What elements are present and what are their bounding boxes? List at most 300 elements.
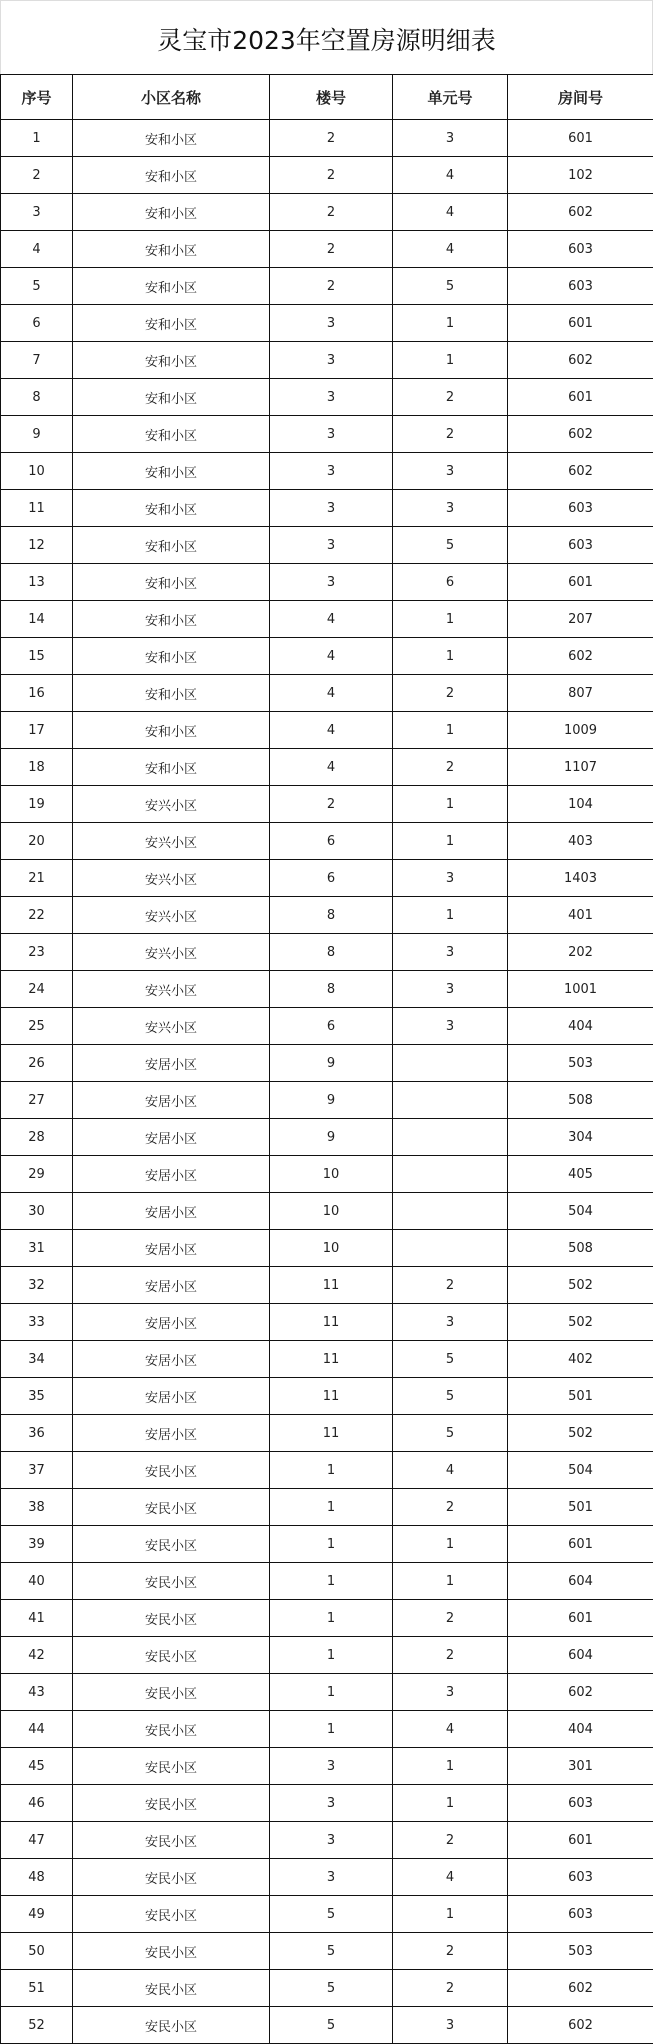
cell-community: 安兴小区 [73, 934, 270, 971]
table-row [1, 638, 653, 675]
cell-building: 1 [270, 1489, 393, 1526]
cell-unit: 1 [393, 897, 508, 934]
cell-index: 22 [1, 897, 73, 934]
cell-room: 402 [508, 1341, 653, 1378]
table-row [1, 416, 653, 453]
table-row [1, 1933, 653, 1970]
cell-index: 11 [1, 490, 73, 527]
cell-room: 602 [508, 453, 653, 490]
table-row [1, 1045, 653, 1082]
cell-community: 安兴小区 [73, 786, 270, 823]
cell-index: 50 [1, 1933, 73, 1970]
cell-room: 508 [508, 1082, 653, 1119]
cell-room: 503 [508, 1933, 653, 1970]
cell-unit: 2 [393, 1489, 508, 1526]
cell-unit: 2 [393, 1637, 508, 1674]
cell-index: 16 [1, 675, 73, 712]
table-row [1, 527, 653, 564]
cell-index: 49 [1, 1896, 73, 1933]
cell-community: 安民小区 [73, 1896, 270, 1933]
cell-building: 1 [270, 1637, 393, 1674]
cell-community: 安民小区 [73, 1785, 270, 1822]
cell-room: 405 [508, 1156, 653, 1193]
table-row [1, 971, 653, 1008]
cell-index: 4 [1, 231, 73, 268]
cell-room: 504 [508, 1452, 653, 1489]
cell-building: 5 [270, 1933, 393, 1970]
cell-unit: 3 [393, 453, 508, 490]
cell-index: 1 [1, 120, 73, 157]
cell-room: 601 [508, 1526, 653, 1563]
cell-community: 安和小区 [73, 490, 270, 527]
cell-room: 104 [508, 786, 653, 823]
cell-unit: 5 [393, 527, 508, 564]
cell-index: 24 [1, 971, 73, 1008]
cell-building: 3 [270, 305, 393, 342]
cell-room: 602 [508, 638, 653, 675]
cell-unit: 2 [393, 1970, 508, 2007]
table-row [1, 1008, 653, 1045]
cell-index: 48 [1, 1859, 73, 1896]
table-row [1, 490, 653, 527]
cell-community: 安兴小区 [73, 971, 270, 1008]
table-row [1, 1193, 653, 1230]
cell-building: 3 [270, 1822, 393, 1859]
cell-community: 安和小区 [73, 601, 270, 638]
cell-community: 安民小区 [73, 2007, 270, 2044]
table-row [1, 342, 653, 379]
cell-room: 404 [508, 1008, 653, 1045]
cell-unit: 1 [393, 1896, 508, 1933]
cell-community: 安民小区 [73, 1859, 270, 1896]
cell-room: 503 [508, 1045, 653, 1082]
cell-unit: 1 [393, 638, 508, 675]
cell-room: 502 [508, 1267, 653, 1304]
cell-community: 安兴小区 [73, 897, 270, 934]
cell-unit [393, 1193, 508, 1230]
cell-community: 安居小区 [73, 1378, 270, 1415]
table-row [1, 934, 653, 971]
cell-community: 安民小区 [73, 1563, 270, 1600]
cell-unit: 3 [393, 1674, 508, 1711]
cell-unit: 5 [393, 1341, 508, 1378]
cell-index: 23 [1, 934, 73, 971]
cell-community: 安和小区 [73, 231, 270, 268]
header-row [1, 75, 653, 120]
cell-unit: 3 [393, 971, 508, 1008]
table-row [1, 1489, 653, 1526]
cell-community: 安和小区 [73, 712, 270, 749]
table-row [1, 675, 653, 712]
cell-unit: 5 [393, 1415, 508, 1452]
table-row [1, 1748, 653, 1785]
cell-index: 40 [1, 1563, 73, 1600]
cell-room: 602 [508, 416, 653, 453]
cell-building: 4 [270, 638, 393, 675]
cell-unit: 1 [393, 786, 508, 823]
cell-room: 401 [508, 897, 653, 934]
cell-unit [393, 1230, 508, 1267]
cell-room: 601 [508, 1822, 653, 1859]
cell-index: 26 [1, 1045, 73, 1082]
cell-community: 安居小区 [73, 1119, 270, 1156]
table-row [1, 157, 653, 194]
table-row [1, 305, 653, 342]
table-row [1, 120, 653, 157]
cell-index: 3 [1, 194, 73, 231]
cell-building: 6 [270, 823, 393, 860]
cell-room: 603 [508, 1859, 653, 1896]
cell-room: 501 [508, 1489, 653, 1526]
cell-index: 35 [1, 1378, 73, 1415]
cell-room: 807 [508, 675, 653, 712]
cell-building: 9 [270, 1045, 393, 1082]
table-row [1, 1674, 653, 1711]
cell-community: 安民小区 [73, 1637, 270, 1674]
cell-room: 504 [508, 1193, 653, 1230]
cell-unit: 1 [393, 712, 508, 749]
cell-index: 30 [1, 1193, 73, 1230]
cell-building: 3 [270, 453, 393, 490]
cell-community: 安和小区 [73, 675, 270, 712]
cell-index: 20 [1, 823, 73, 860]
cell-room: 301 [508, 1748, 653, 1785]
cell-building: 10 [270, 1193, 393, 1230]
cell-building: 10 [270, 1230, 393, 1267]
cell-community: 安民小区 [73, 1711, 270, 1748]
cell-community: 安和小区 [73, 453, 270, 490]
cell-index: 6 [1, 305, 73, 342]
cell-community: 安和小区 [73, 342, 270, 379]
cell-community: 安居小区 [73, 1193, 270, 1230]
table-row [1, 860, 653, 897]
cell-room: 502 [508, 1304, 653, 1341]
table-row [1, 1563, 653, 1600]
cell-room: 403 [508, 823, 653, 860]
cell-community: 安兴小区 [73, 860, 270, 897]
cell-community: 安和小区 [73, 527, 270, 564]
table-row [1, 564, 653, 601]
cell-community: 安民小区 [73, 1600, 270, 1637]
table-row [1, 1267, 653, 1304]
vacant-housing-table [0, 74, 653, 2044]
cell-building: 10 [270, 1156, 393, 1193]
cell-room: 602 [508, 194, 653, 231]
cell-community: 安和小区 [73, 268, 270, 305]
table-row [1, 1970, 653, 2007]
cell-building: 4 [270, 675, 393, 712]
table-row [1, 379, 653, 416]
cell-unit: 3 [393, 934, 508, 971]
table-row [1, 1896, 653, 1933]
cell-building: 5 [270, 1896, 393, 1933]
cell-building: 6 [270, 860, 393, 897]
cell-building: 6 [270, 1008, 393, 1045]
cell-index: 38 [1, 1489, 73, 1526]
cell-building: 3 [270, 1859, 393, 1896]
cell-community: 安居小区 [73, 1415, 270, 1452]
cell-room: 1403 [508, 860, 653, 897]
cell-community: 安和小区 [73, 157, 270, 194]
cell-community: 安和小区 [73, 305, 270, 342]
cell-room: 502 [508, 1415, 653, 1452]
cell-building: 3 [270, 1785, 393, 1822]
table-row [1, 1341, 653, 1378]
table-row [1, 1452, 653, 1489]
table-row [1, 1230, 653, 1267]
cell-unit: 2 [393, 1933, 508, 1970]
cell-unit: 6 [393, 564, 508, 601]
cell-room: 602 [508, 342, 653, 379]
table-row [1, 712, 653, 749]
cell-unit [393, 1082, 508, 1119]
cell-unit: 1 [393, 1785, 508, 1822]
cell-index: 19 [1, 786, 73, 823]
cell-building: 1 [270, 1711, 393, 1748]
cell-index: 15 [1, 638, 73, 675]
cell-building: 2 [270, 120, 393, 157]
cell-unit: 3 [393, 2007, 508, 2044]
table-row [1, 1822, 653, 1859]
cell-community: 安民小区 [73, 1970, 270, 2007]
table-row [1, 1526, 653, 1563]
cell-community: 安兴小区 [73, 823, 270, 860]
table-row [1, 1119, 653, 1156]
cell-building: 11 [270, 1341, 393, 1378]
cell-index: 10 [1, 453, 73, 490]
cell-unit: 5 [393, 1378, 508, 1415]
table-row [1, 1600, 653, 1637]
cell-community: 安和小区 [73, 120, 270, 157]
cell-building: 11 [270, 1415, 393, 1452]
cell-index: 18 [1, 749, 73, 786]
cell-index: 41 [1, 1600, 73, 1637]
cell-index: 5 [1, 268, 73, 305]
table-row [1, 601, 653, 638]
cell-room: 1107 [508, 749, 653, 786]
cell-room: 604 [508, 1563, 653, 1600]
cell-building: 2 [270, 231, 393, 268]
cell-room: 603 [508, 1785, 653, 1822]
cell-building: 1 [270, 1563, 393, 1600]
cell-community: 安居小区 [73, 1230, 270, 1267]
cell-room: 603 [508, 490, 653, 527]
cell-index: 13 [1, 564, 73, 601]
table-row [1, 786, 653, 823]
cell-index: 37 [1, 1452, 73, 1489]
cell-building: 5 [270, 2007, 393, 2044]
cell-building: 3 [270, 564, 393, 601]
cell-building: 2 [270, 268, 393, 305]
cell-building: 3 [270, 527, 393, 564]
table-row [1, 1304, 653, 1341]
cell-building: 1 [270, 1600, 393, 1637]
cell-unit: 2 [393, 675, 508, 712]
cell-building: 8 [270, 971, 393, 1008]
cell-index: 43 [1, 1674, 73, 1711]
page-title: 灵宝市2023年空置房源明细表 [0, 0, 653, 74]
table-row [1, 1637, 653, 1674]
cell-unit: 2 [393, 1267, 508, 1304]
cell-room: 604 [508, 1637, 653, 1674]
cell-unit: 1 [393, 1526, 508, 1563]
cell-unit [393, 1156, 508, 1193]
cell-room: 603 [508, 527, 653, 564]
cell-room: 601 [508, 1600, 653, 1637]
table-row [1, 2007, 653, 2044]
cell-index: 17 [1, 712, 73, 749]
cell-unit: 1 [393, 601, 508, 638]
cell-index: 39 [1, 1526, 73, 1563]
cell-community: 安民小区 [73, 1933, 270, 1970]
table-row [1, 1859, 653, 1896]
cell-community: 安居小区 [73, 1082, 270, 1119]
cell-index: 2 [1, 157, 73, 194]
cell-building: 3 [270, 416, 393, 453]
cell-unit: 3 [393, 860, 508, 897]
cell-room: 202 [508, 934, 653, 971]
table-row [1, 1415, 653, 1452]
table-row [1, 231, 653, 268]
cell-building: 11 [270, 1378, 393, 1415]
cell-unit: 1 [393, 342, 508, 379]
cell-room: 304 [508, 1119, 653, 1156]
header-community: 小区名称 [73, 75, 270, 120]
cell-index: 9 [1, 416, 73, 453]
cell-unit: 1 [393, 305, 508, 342]
cell-building: 2 [270, 786, 393, 823]
cell-unit: 2 [393, 749, 508, 786]
cell-room: 404 [508, 1711, 653, 1748]
cell-building: 3 [270, 342, 393, 379]
cell-index: 52 [1, 2007, 73, 2044]
cell-community: 安民小区 [73, 1489, 270, 1526]
cell-index: 33 [1, 1304, 73, 1341]
cell-room: 602 [508, 1674, 653, 1711]
cell-index: 12 [1, 527, 73, 564]
table-row [1, 453, 653, 490]
cell-room: 602 [508, 1970, 653, 2007]
cell-unit: 3 [393, 490, 508, 527]
cell-community: 安居小区 [73, 1156, 270, 1193]
cell-index: 7 [1, 342, 73, 379]
cell-community: 安居小区 [73, 1341, 270, 1378]
table-row [1, 194, 653, 231]
table-row [1, 1156, 653, 1193]
table-row [1, 1785, 653, 1822]
cell-unit: 2 [393, 379, 508, 416]
cell-community: 安居小区 [73, 1304, 270, 1341]
cell-unit: 1 [393, 1748, 508, 1785]
cell-building: 5 [270, 1970, 393, 2007]
cell-building: 8 [270, 934, 393, 971]
cell-unit: 5 [393, 268, 508, 305]
cell-building: 11 [270, 1304, 393, 1341]
cell-unit: 1 [393, 1563, 508, 1600]
cell-building: 2 [270, 194, 393, 231]
cell-community: 安和小区 [73, 416, 270, 453]
cell-community: 安和小区 [73, 749, 270, 786]
cell-unit: 2 [393, 416, 508, 453]
header-index: 序号 [1, 75, 73, 120]
cell-index: 31 [1, 1230, 73, 1267]
cell-index: 46 [1, 1785, 73, 1822]
cell-community: 安和小区 [73, 194, 270, 231]
cell-unit: 4 [393, 1859, 508, 1896]
cell-community: 安居小区 [73, 1045, 270, 1082]
cell-room: 501 [508, 1378, 653, 1415]
cell-building: 4 [270, 749, 393, 786]
cell-building: 3 [270, 490, 393, 527]
cell-unit [393, 1045, 508, 1082]
header-room: 房间号 [508, 75, 653, 120]
cell-community: 安兴小区 [73, 1008, 270, 1045]
table-row [1, 823, 653, 860]
cell-unit: 4 [393, 157, 508, 194]
cell-community: 安民小区 [73, 1452, 270, 1489]
cell-index: 25 [1, 1008, 73, 1045]
cell-unit: 3 [393, 1008, 508, 1045]
header-building: 楼号 [270, 75, 393, 120]
cell-unit: 4 [393, 1452, 508, 1489]
table-row [1, 1082, 653, 1119]
cell-community: 安民小区 [73, 1748, 270, 1785]
cell-unit [393, 1119, 508, 1156]
cell-room: 1001 [508, 971, 653, 1008]
cell-index: 28 [1, 1119, 73, 1156]
cell-index: 45 [1, 1748, 73, 1785]
cell-community: 安民小区 [73, 1822, 270, 1859]
cell-room: 207 [508, 601, 653, 638]
cell-room: 508 [508, 1230, 653, 1267]
cell-community: 安民小区 [73, 1674, 270, 1711]
cell-building: 3 [270, 379, 393, 416]
cell-unit: 3 [393, 1304, 508, 1341]
cell-room: 603 [508, 1896, 653, 1933]
cell-index: 51 [1, 1970, 73, 2007]
cell-index: 8 [1, 379, 73, 416]
cell-room: 601 [508, 305, 653, 342]
cell-building: 2 [270, 157, 393, 194]
cell-community: 安居小区 [73, 1267, 270, 1304]
cell-building: 1 [270, 1526, 393, 1563]
cell-unit: 4 [393, 231, 508, 268]
cell-unit: 1 [393, 823, 508, 860]
table-row [1, 1378, 653, 1415]
cell-unit: 2 [393, 1600, 508, 1637]
cell-room: 603 [508, 268, 653, 305]
cell-unit: 2 [393, 1822, 508, 1859]
table-row [1, 749, 653, 786]
cell-building: 9 [270, 1082, 393, 1119]
cell-unit: 3 [393, 120, 508, 157]
cell-room: 601 [508, 120, 653, 157]
cell-building: 1 [270, 1674, 393, 1711]
cell-index: 34 [1, 1341, 73, 1378]
table-row [1, 268, 653, 305]
cell-community: 安和小区 [73, 638, 270, 675]
cell-room: 601 [508, 379, 653, 416]
cell-index: 36 [1, 1415, 73, 1452]
cell-building: 3 [270, 1748, 393, 1785]
cell-building: 4 [270, 601, 393, 638]
cell-community: 安民小区 [73, 1526, 270, 1563]
cell-room: 1009 [508, 712, 653, 749]
cell-index: 32 [1, 1267, 73, 1304]
cell-unit: 4 [393, 1711, 508, 1748]
cell-building: 9 [270, 1119, 393, 1156]
cell-index: 47 [1, 1822, 73, 1859]
